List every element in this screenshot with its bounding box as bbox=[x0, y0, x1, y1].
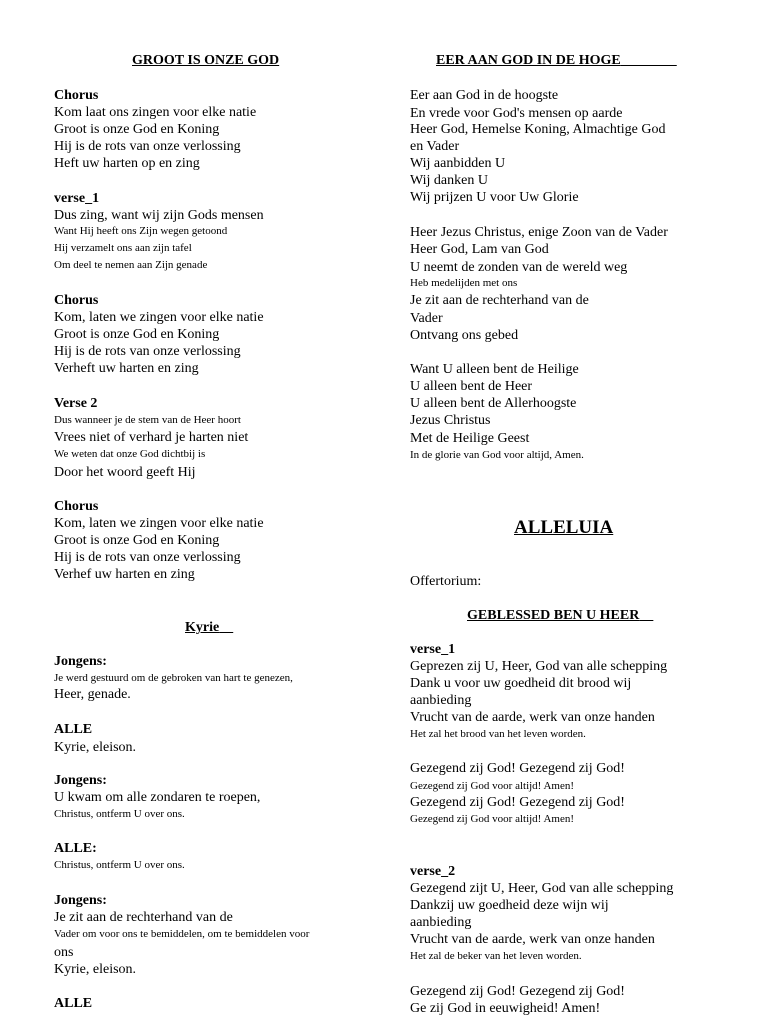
verse-label: Verse 2 bbox=[54, 396, 98, 411]
lyric-line: Heer God, Lam van God bbox=[410, 242, 549, 257]
speaker-label: Jongens: bbox=[54, 893, 107, 908]
speaker-label: Jongens: bbox=[54, 654, 107, 669]
lyric-line: Groot is onze God en Koning bbox=[54, 533, 220, 548]
offertorium-label: Offertorium: bbox=[410, 574, 482, 589]
chorus-label: Chorus bbox=[54, 88, 99, 103]
lyric-line: Hij is de rots van onze verlossing bbox=[54, 344, 241, 359]
lyric-line: Eer aan God in de hoogste bbox=[410, 88, 559, 103]
chorus-label: Chorus bbox=[54, 499, 99, 514]
lyric-line: Kom laat ons zingen voor elke natie bbox=[54, 105, 257, 120]
speaker-label: ALLE bbox=[54, 722, 93, 737]
lyric-line: Gezegend zij God! Gezegend zij God! bbox=[410, 984, 625, 999]
lyric-line: U alleen bent de Heer bbox=[410, 379, 533, 394]
lyric-line: Je zit aan de rechterhand van de bbox=[54, 910, 233, 925]
lyric-line: Christus, ontferm U over ons. bbox=[54, 859, 185, 871]
lyric-line: Vader om voor ons te bemiddelen, om te bemiddelen voor bbox=[54, 928, 310, 940]
lyric-line: Kom, laten we zingen voor elke natie bbox=[54, 516, 264, 531]
lyric-line: In de glorie van God voor altijd, Amen. bbox=[410, 449, 584, 461]
lyric-line: Verhef uw harten en zing bbox=[54, 567, 195, 582]
lyric-line: Gezegend zij God voor altijd! Amen! bbox=[410, 813, 575, 825]
speaker-label: ALLE: bbox=[54, 841, 97, 856]
lyric-line: Heer Jezus Christus, enige Zoon van de Vader bbox=[410, 225, 668, 240]
lyric-line: Kom, laten we zingen voor elke natie bbox=[54, 310, 264, 325]
lyric-line: Hij is de rots van onze verlossing bbox=[54, 139, 241, 154]
lyric-line: Heft uw harten op en zing bbox=[54, 156, 200, 171]
lyric-line: Gezegend zijt U, Heer, God van alle schepping bbox=[410, 881, 674, 896]
lyric-line: Kyrie, eleison. bbox=[54, 962, 137, 977]
verse-label: verse_2 bbox=[410, 864, 456, 879]
lyric-line: Heb medelijden met ons bbox=[410, 277, 518, 289]
lyric-line: Kyrie, eleison. bbox=[54, 740, 137, 755]
song-title-geblessed: GEBLESSED BEN U HEER bbox=[467, 608, 640, 623]
lyric-line: en Vader bbox=[410, 139, 460, 154]
lyric-line: Heer God, Hemelse Koning, Almachtige God bbox=[410, 122, 666, 137]
lyric-line: Ge zij God in eeuwigheid! Amen! bbox=[410, 1001, 601, 1016]
lyric-line: We weten dat onze God dichtbij is bbox=[54, 448, 206, 460]
lyric-line: Met de Heilige Geest bbox=[410, 431, 530, 446]
verse-label: verse_1 bbox=[54, 191, 100, 206]
lyric-line: Vrucht van de aarde, werk van onze handen bbox=[410, 932, 655, 947]
lyric-line: Wij danken U bbox=[410, 173, 488, 188]
lyric-line: Gezegend zij God! Gezegend zij God! bbox=[410, 795, 625, 810]
lyric-line: Hij verzamelt ons aan zijn tafel bbox=[54, 242, 192, 254]
lyric-line: Het zal het brood van het leven worden. bbox=[410, 728, 586, 740]
lyric-line: Wij aanbidden U bbox=[410, 156, 506, 171]
lyric-line: Je zit aan de rechterhand van de bbox=[410, 293, 589, 308]
lyric-line: Want U alleen bent de Heilige bbox=[410, 362, 579, 377]
lyric-line: aanbieding bbox=[410, 693, 472, 708]
lyric-line: Gezegend zij God! Gezegend zij God! bbox=[410, 761, 625, 776]
chorus-label: Chorus bbox=[54, 293, 99, 308]
lyric-line: Dus zing, want wij zijn Gods mensen bbox=[54, 208, 264, 223]
lyric-line: Gezegend zij God voor altijd! Amen! bbox=[410, 780, 575, 792]
lyric-line: Dank u voor uw goedheid dit brood wij bbox=[410, 676, 632, 691]
lyric-line: Hij is de rots van onze verlossing bbox=[54, 550, 241, 565]
lyric-line: Heer, genade. bbox=[54, 687, 131, 702]
lyric-line: aanbieding bbox=[410, 915, 472, 930]
lyric-line: Groot is onze God en Koning bbox=[54, 327, 220, 342]
lyric-line: Je werd gestuurd om de gebroken van hart te genezen, bbox=[54, 672, 293, 684]
song-title-groot-is-onze-god: GROOT IS ONZE GOD bbox=[132, 53, 280, 68]
lyric-line: Dus wanneer je de stem van de Heer hoort bbox=[54, 414, 241, 426]
lyric-line: U neemt de zonden van de wereld weg bbox=[410, 260, 628, 275]
lyric-line: Vrucht van de aarde, werk van onze handen bbox=[410, 710, 655, 725]
lyric-line: Ontvang ons gebed bbox=[410, 328, 519, 343]
lyric-line: Wij prijzen U voor Uw Glorie bbox=[410, 190, 579, 205]
song-title-eer-aan-god: EER AAN GOD IN DE HOGE bbox=[436, 53, 621, 68]
lyric-line: Vrees niet of verhard je harten niet bbox=[54, 430, 249, 445]
lyric-line: Geprezen zij U, Heer, God van alle schepping bbox=[410, 659, 668, 674]
lyric-line: Groot is onze God en Koning bbox=[54, 122, 220, 137]
lyric-line: Vader bbox=[410, 311, 443, 326]
lyric-line: U kwam om alle zondaren te roepen, bbox=[54, 790, 261, 805]
lyric-line: Christus, ontferm U over ons. bbox=[54, 808, 185, 820]
verse-label: verse_1 bbox=[410, 642, 456, 657]
section-title-alleluia: ALLELUIA bbox=[514, 517, 614, 538]
lyric-line: Dankzij uw goedheid deze wijn wij bbox=[410, 898, 609, 913]
lyric-line: Door het woord geeft Hij bbox=[54, 465, 196, 480]
lyric-line: Het zal de beker van het leven worden. bbox=[410, 950, 582, 962]
lyric-line: Om deel te nemen aan Zijn genade bbox=[54, 259, 208, 271]
lyric-line: ons bbox=[54, 945, 74, 960]
lyric-line: En vrede voor God's mensen op aarde bbox=[410, 106, 623, 121]
speaker-label: ALLE bbox=[54, 996, 93, 1011]
section-title-kyrie: Kyrie bbox=[185, 620, 220, 635]
lyric-line: Verheft uw harten en zing bbox=[54, 361, 199, 376]
lyric-line: Jezus Christus bbox=[410, 413, 491, 428]
lyric-line: U alleen bent de Allerhoogste bbox=[410, 396, 577, 411]
lyric-line: Want Hij heeft ons Zijn wegen getoond bbox=[54, 225, 228, 237]
speaker-label: Jongens: bbox=[54, 773, 107, 788]
